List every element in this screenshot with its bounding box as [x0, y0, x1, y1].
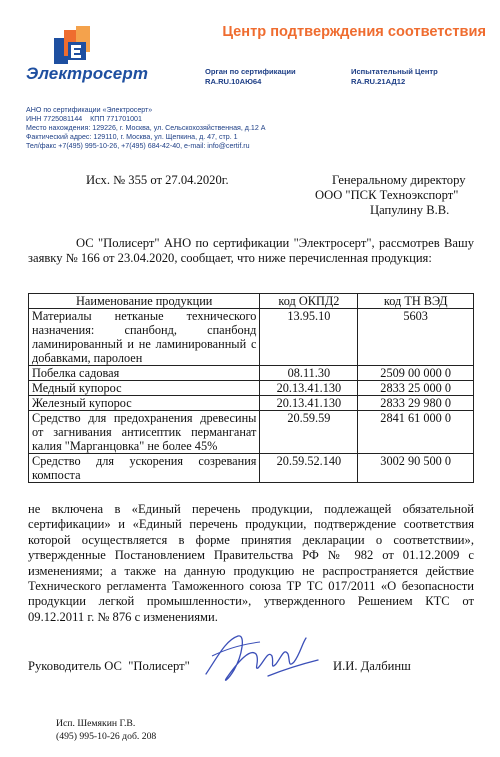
- okpd2-code: 08.11.30: [260, 366, 358, 381]
- okpd2-code: 20.59.52.140: [260, 454, 358, 483]
- products-table: [28, 293, 474, 483]
- table-header-row: [29, 294, 474, 309]
- product-name: Побелка садовая: [29, 366, 260, 381]
- certification-body-block: [205, 67, 296, 87]
- handwritten-signature: [198, 626, 328, 691]
- electrosert-logo-icon: [54, 26, 94, 66]
- okpd2-code: 20.13.41.130: [260, 381, 358, 396]
- testing-center-number: RA.RU.21АД12: [351, 77, 406, 86]
- table-row: [29, 396, 474, 411]
- signatory-name: И.И. Далбинш: [333, 659, 411, 673]
- company-logo: [26, 26, 149, 86]
- header-product-name: Наименование продукции: [29, 294, 260, 309]
- logo-text: Электросерт: [26, 64, 149, 83]
- tnved-code: 2833 25 000 0: [358, 381, 474, 396]
- okpd2-code: 20.59.59: [260, 411, 358, 454]
- requisite-line: АНО по сертификации «Электросерт»: [26, 106, 153, 114]
- recipient-block: [300, 173, 466, 218]
- tnved-code: 2833 29 980 0: [358, 396, 474, 411]
- product-name: Железный купорос: [29, 396, 260, 411]
- requisite-line: ИНН 7725081144 КПП 771701001: [26, 115, 142, 124]
- okpd2-code: 20.13.41.130: [260, 396, 358, 411]
- table-row: [29, 454, 474, 483]
- tnved-code: 2841 61 000 0: [358, 411, 474, 454]
- executor-block: [56, 717, 156, 744]
- intro-paragraph: ОС "Полисерт" АНО по сертификации "Электросерт", рассмотрев Вашу заявку № 166 от 23.04.2020, сообщает, что ниже перечисленная продукция:: [28, 236, 474, 265]
- executor-name: Исп. Шемякин Г.В.: [56, 718, 136, 729]
- outgoing-number: Исх. № 355 от 27.04.2020г.: [86, 173, 229, 187]
- testing-center-label: Испытательный Центр: [351, 67, 438, 76]
- requisite-line: Место нахождения: 129226, г. Москва, ул. Сельскохозяйственная, д.12 А: [26, 124, 266, 133]
- header-okpd2: код ОКПД2: [260, 294, 358, 309]
- product-name: Средство для ускорения созревания компоста: [29, 454, 260, 483]
- requisite-line: Тел/факс +7(495) 995-10-26, +7(495) 684-42-40, e-mail: info@certif.ru: [26, 142, 250, 151]
- testing-center-block: [351, 67, 438, 87]
- tnved-code: 3002 90 500 0: [358, 454, 474, 483]
- requisite-line: Фактический адрес: 129110, г. Москва, ул. Щепкина, д. 47, стр. 1: [26, 133, 238, 142]
- okpd2-code: 13.95.10: [260, 309, 358, 366]
- header-tnved: код ТН ВЭД: [358, 294, 474, 309]
- table-row: [29, 309, 474, 366]
- recipient-company: ООО "ПСК Техноэкспорт": [315, 188, 459, 202]
- certification-body-number: RA.RU.10АЮ64: [205, 77, 262, 86]
- recipient-name: Цапулину В.В.: [370, 203, 450, 217]
- product-name: Средство для предохранения древесины от загнивания антисептик перманганат калия "Марганцовка" не более 45%: [29, 411, 260, 454]
- signatory-role: Руководитель ОС "Полисерт": [28, 659, 190, 673]
- tnved-code: 5603: [358, 309, 474, 366]
- table-row: [29, 411, 474, 454]
- certification-body-label: Орган по сертификации: [205, 67, 296, 76]
- tnved-code: 2509 00 000 0: [358, 366, 474, 381]
- conclusion-paragraph: не включена в «Единый перечень продукции, подлежащей обязательной сертификации» и «Единый перечень продукции, подтверждение соответствия которой осуществляется в форме принятия декларации о соответствии», утвержденные Постановлением Правительства РФ № 982 от 01.12.2009 с изменениями; а также на данную продукцию не распространяется действие Технического регламента Таможенного союза ТР ТС 017/2011 «О безопасности продукции легкой промышленности», утвержденного Решением КТС от 09.12.2011 г. № 876 с изменениями.: [28, 502, 474, 624]
- table-row: [29, 381, 474, 396]
- executor-phone: (495) 995-10-26 доб. 208: [56, 731, 157, 743]
- recipient-title: Генеральному директору: [332, 173, 466, 187]
- product-name: Медный купорос: [29, 381, 260, 396]
- center-title: Центр подтверждения соответствия: [222, 24, 486, 40]
- table-row: [29, 366, 474, 381]
- company-requisites: [26, 106, 266, 151]
- product-name: Материалы нетканые технического назначения: спанбонд, спанбонд ламинированный и не ламинированный с добавками, паролоен: [29, 309, 260, 366]
